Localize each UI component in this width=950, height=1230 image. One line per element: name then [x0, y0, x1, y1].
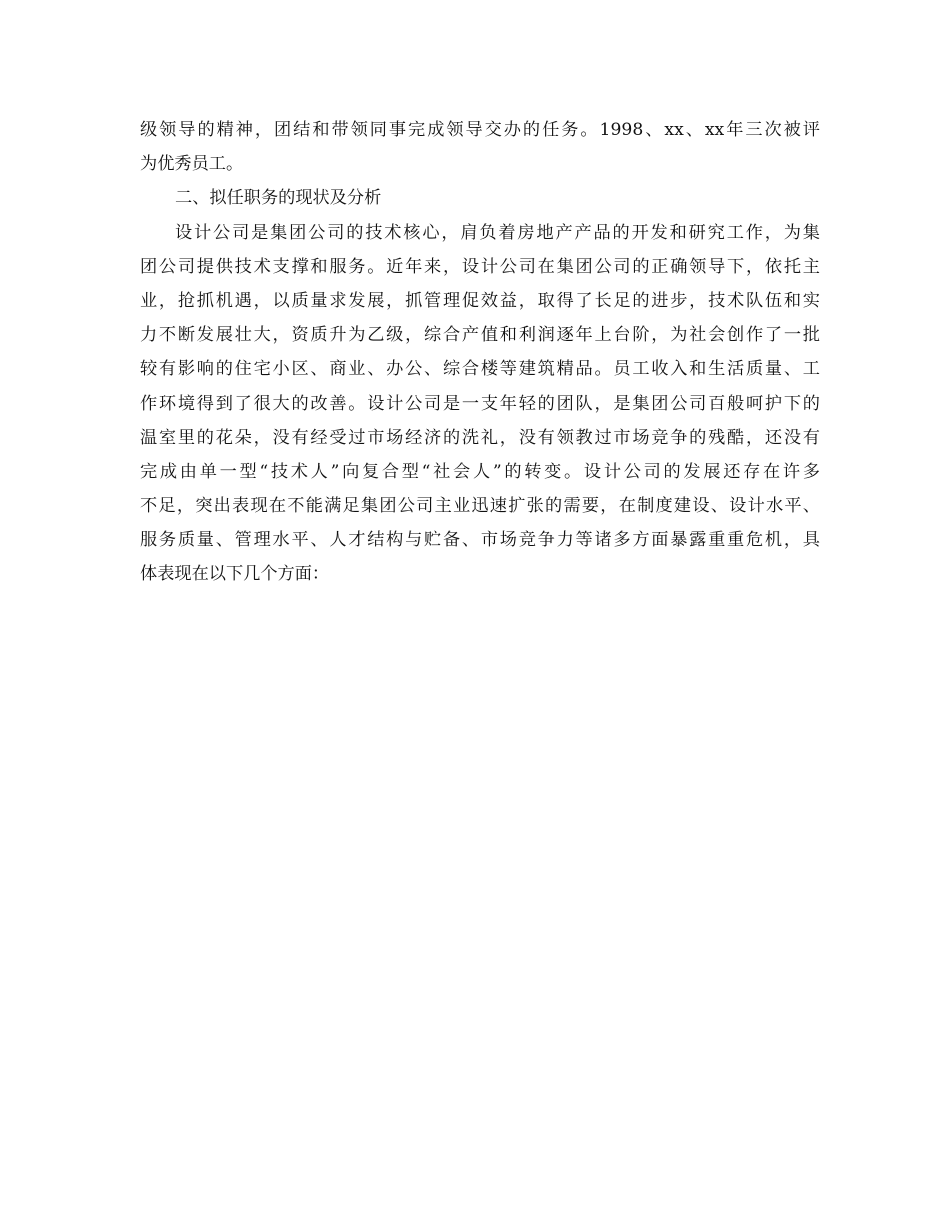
paragraph-2-line-4: 力不断发展壮大，资质升为乙级，综合产值和利润逐年上台阶，为社会创作了一批: [140, 325, 820, 346]
paragraph-2-line-5: 较有影响的住宅小区、商业、办公、综合楼等建筑精品。员工收入和生活质量、工: [140, 359, 820, 380]
paragraph-2-line-1: 设计公司是集团公司的技术核心，肩负着房地产产品的开发和研究工作，为集: [175, 222, 820, 243]
paragraph-2-line-2: 团公司提供技术支撑和服务。近年来，设计公司在集团公司的正确领导下，依托主: [140, 256, 820, 277]
paragraph-2: [140, 216, 820, 592]
paragraph-2-line-3: 业，抢抓机遇，以质量求发展，抓管理促效益，取得了长足的进步，技术队伍和实: [140, 290, 820, 311]
paragraph-2-line-10: 服务质量、管理水平、人才结构与贮备、市场竞争力等诸多方面暴露重重危机，具: [140, 530, 820, 551]
paragraph-1: [140, 113, 820, 181]
section-heading: 二、拟任职务的现状及分析: [175, 188, 382, 209]
document-body: [140, 113, 820, 592]
paragraph-2-line-11: 体表现在以下几个方面：: [140, 564, 330, 585]
paragraph-2-line-6: 作环境得到了很大的改善。设计公司是一支年轻的团队，是集团公司百般呵护下的: [140, 393, 820, 414]
paragraph-2-line-7: 温室里的花朵，没有经受过市场经济的洗礼，没有领教过市场竞争的残酷，还没有: [140, 427, 820, 448]
paragraph-1-line-2: 为优秀员工。: [140, 154, 244, 175]
paragraph-2-line-8: 完成由单一型“技术人”向复合型“社会人”的转变。设计公司的发展还存在许多: [140, 461, 820, 482]
paragraph-2-line-9: 不足，突出表现在不能满足集团公司主业迅速扩张的需要，在制度建设、设计水平、: [140, 496, 820, 517]
paragraph-1-line-1: 级领导的精神，团结和带领同事完成领导交办的任务。1998、xx、xx年三次被评: [140, 120, 820, 140]
